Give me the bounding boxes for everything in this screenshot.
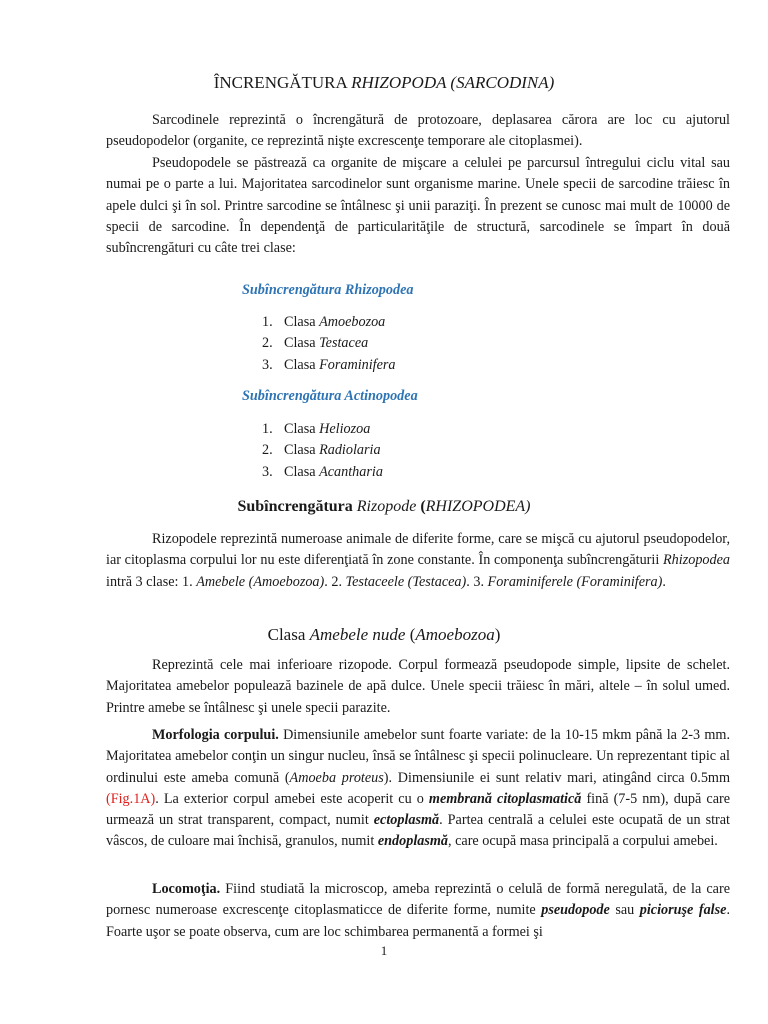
rhizopodea-paragraph: Rizopodele reprezintă numeroase animale de diferite forme, care se mişcă cu ajutorul pseudopodelor, iar citoplasma corpului lor nu este diferenţiată în zone constante. În componenţa subîncrengăturii Rhizopodea intră 3 clase: 1. Amebele (Amoebozoa). 2. Testaceele (Testacea). 3. Foraminiferele (Foraminifera). bbox=[106, 531, 730, 590]
morphology-label: Morfologia corpului. bbox=[152, 727, 279, 743]
locomotion-paragraph: Locomoţia. Fiind studiată la microscop, ameba reprezintă o celulă de formă neregulată, de la care pornesc numeroase excrescenţe citoplasmaticce de diferite forme, numite pseudopode sau picioruşe false. Foarte uşor se poate observa, cum are loc schimbarea permanentă a formei şi bbox=[106, 881, 730, 940]
locomotion-label: Locomoţia. bbox=[152, 881, 221, 897]
list-item: 2. Clasa Testacea bbox=[262, 335, 369, 352]
subphylum-rhizopodea-heading: Subîncrengătura Rhizopodea bbox=[242, 282, 414, 298]
morphology-paragraph: Morfologia corpului. Dimensiunile amebelor sunt foarte variate: de la 10-15 mkm până la 2-3 mm. Majoritatea amebelor conţin un singur nucleu, însă se întâlnesc şi specii polinucleare. Un reprezentant tipic al ordinului este ameba comună (Amoeba proteus). Dimensiunile ei sunt relativ mari, atingând circa 0.5mm (Fig.1A). La exterior corpul amebei este acoperit cu o membrană citoplasmatică fină (7-5 nm), după care urmează un strat transparent, compact, numit ectoplasmă. Partea centrală a celulei este ocupată de un strat vâscos, de culoare mai închisă, granulos, numit endoplasmă, care ocupă masa principală a corpului amebei. bbox=[106, 727, 731, 850]
page-number: 1 bbox=[380, 943, 388, 958]
rhizopodea-class-list bbox=[262, 312, 396, 376]
intro-paragraph-2: Pseudopodele se păstrează ca organite de mişcare a celulei pe parcursul întregului ciclu vital sau numai pe o parte a lui. Majoritatea sarcodinelor sunt organisme marine. Unele specii de sarcodine trăiesc în apele dulci şi în sol. Printre sarcodine se întâlnesc şi unii paraziţi. În prezent se cunosc mai mult de 10000 de specii de sarcodine. În dependenţă de particularităţile de structură, sarcodinele se împart în două subîncrengături cu câte trei clase: bbox=[106, 155, 730, 257]
list-item: 1. Clasa Heliozoa bbox=[262, 421, 371, 437]
section-title-rhizopodea: Subîncrengătura Rizopode (RHIZOPODEA) bbox=[237, 498, 531, 515]
list-item: 3. Clasa Acantharia bbox=[262, 463, 383, 480]
list-item: 2. Clasa Radiolaria bbox=[262, 442, 381, 459]
figure-reference-link[interactable]: (Fig.1A) bbox=[106, 790, 156, 807]
subphylum-actinopodea-heading: Subîncrengătura Actinopodea bbox=[242, 388, 418, 404]
actinopodea-class-list bbox=[262, 419, 383, 483]
intro-paragraph-1: Sarcodinele reprezintă o încrengătură de protozoare, deplasarea cărora are loc cu ajutorul pseudopodelor (organite, ce reprezintă nişte excrescenţe temporare ale citoplasmei). bbox=[106, 112, 730, 150]
document-title: ÎNCRENGĂTURA RHIZOPODA (SARCODINA) bbox=[213, 73, 555, 92]
list-item: 3. Clasa Foraminifera bbox=[262, 356, 396, 373]
section-title-amoebozoa: Clasa Amebele nude (Amoebozoa) bbox=[267, 625, 501, 644]
list-item: 1. Clasa Amoebozoa bbox=[262, 314, 386, 330]
amoebozoa-paragraph: Reprezintă cele mai inferioare rizopode. Corpul formează pseudopode simple, lipsite de schelet. Majoritatea amebelor populează bazinele de apă dulce. Unele specii trăiesc în mări, altele – în solul umed. Printre amebe se întâlnesc şi unele specii parazite. bbox=[106, 657, 730, 716]
